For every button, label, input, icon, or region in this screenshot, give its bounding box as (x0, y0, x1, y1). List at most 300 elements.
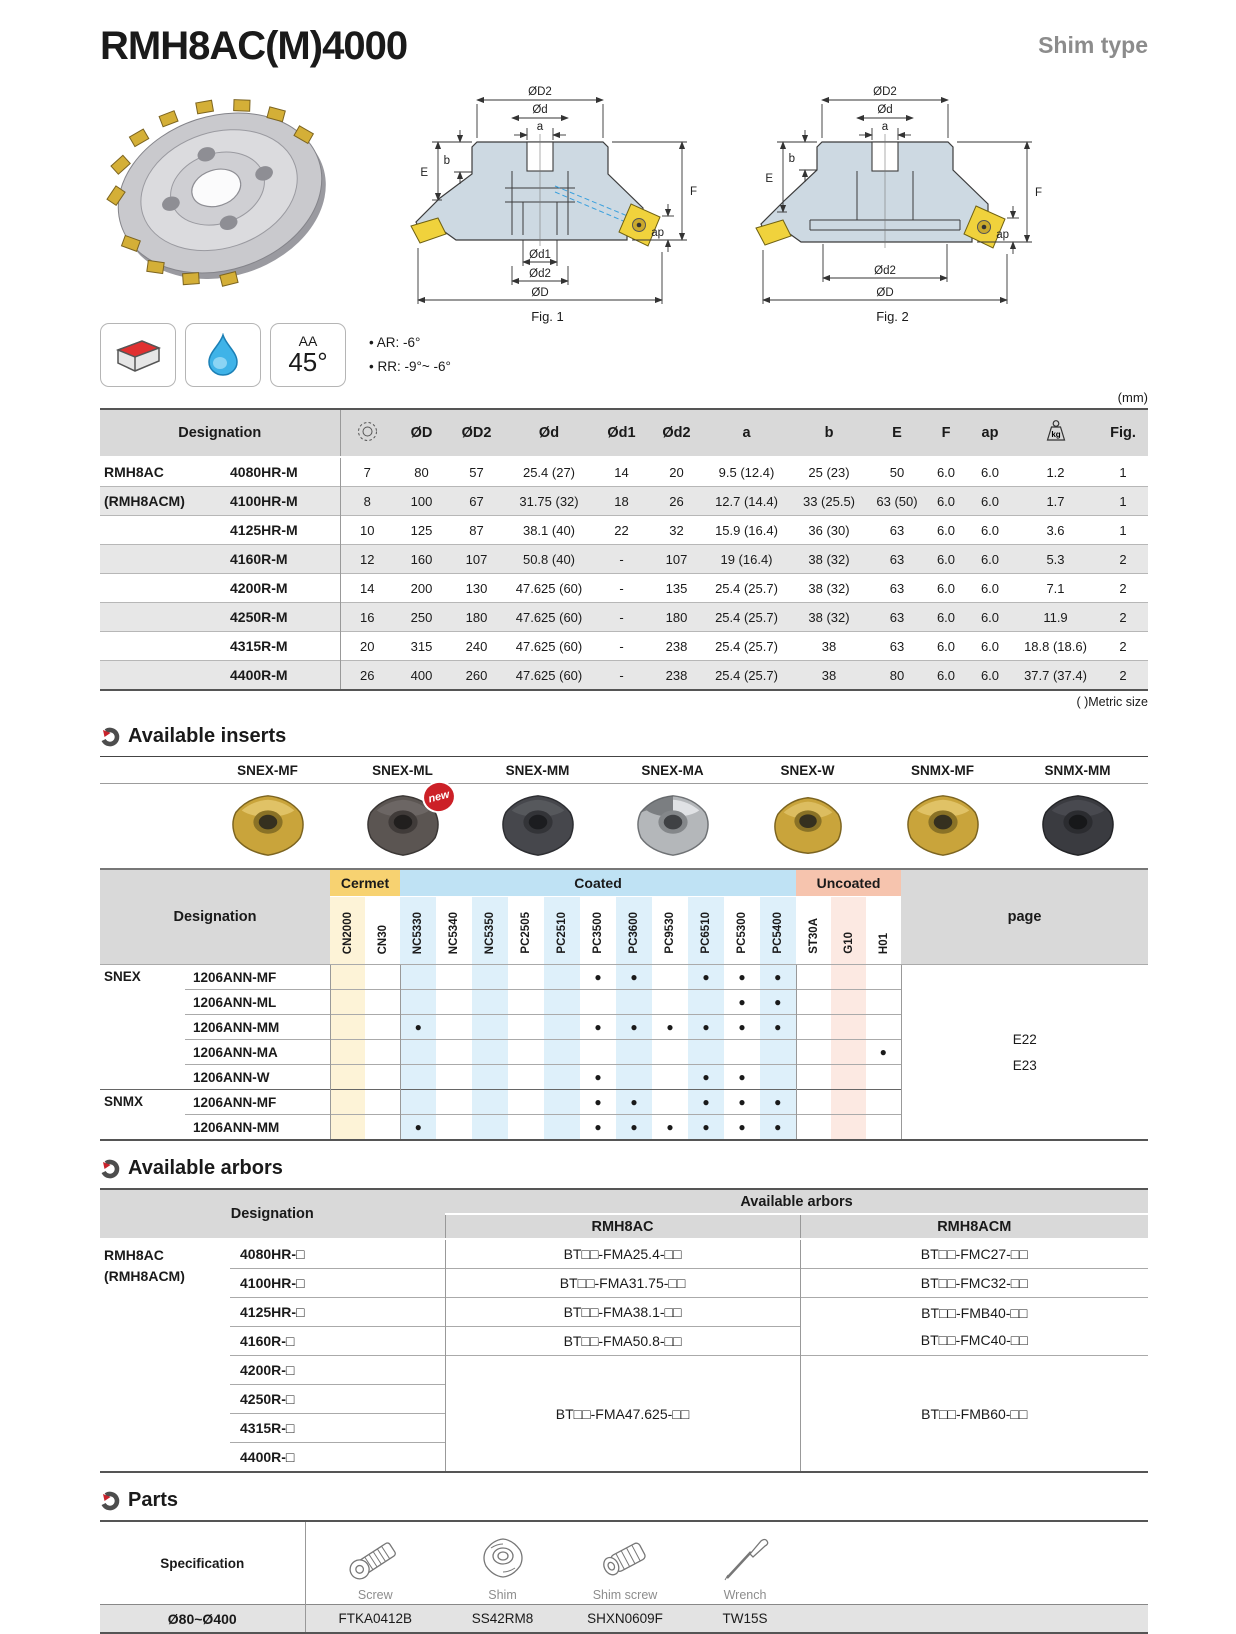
cermet-group-header: Cermet (330, 869, 400, 897)
media-row (100, 80, 1148, 324)
cell: 25.4 (27) (504, 457, 594, 487)
grade-cell (330, 1040, 365, 1065)
grade-cell (866, 1115, 901, 1141)
milling-feature-box (100, 323, 176, 387)
cell: 6.0 (967, 574, 1013, 603)
arbor-row (100, 1298, 1148, 1327)
grade-cell (796, 990, 831, 1015)
dim-d: Ød (877, 104, 893, 116)
grade-col: PC5300 (736, 912, 749, 954)
series-line: RMH8AC (104, 1247, 164, 1263)
page-header: page (901, 869, 1148, 965)
cell: 400 (394, 661, 449, 691)
grade-cell: ● (616, 1115, 652, 1141)
cell: 50 (869, 457, 925, 487)
cell: 36 (30) (789, 516, 869, 545)
shim-screw-part (560, 1521, 690, 1605)
cutter-disc (100, 88, 350, 303)
arbor-acm-merged: BT□□-FMB60-□□ (800, 1356, 1148, 1473)
grade-cell: ● (616, 1015, 652, 1040)
insert-photos-row (100, 784, 1148, 868)
cell: 63 (869, 603, 925, 632)
diameter-range: Ø80~Ø400 (100, 1605, 305, 1634)
insert-photo-snex-mm (470, 789, 605, 863)
grade-cell (796, 1040, 831, 1065)
uncoated-group-header: Uncoated (796, 869, 901, 897)
designation: 4200R-M (218, 574, 340, 603)
arbor-acm: BT□□-FMB40-□□ (921, 1304, 1028, 1321)
dim-E: E (420, 167, 428, 179)
grade-cell: ● (580, 1115, 616, 1141)
grade-cell (866, 990, 901, 1015)
grade-cell (796, 1115, 831, 1141)
insert-image (1034, 789, 1122, 863)
grade-col: G10 (842, 932, 855, 954)
cell: 3.6 (1013, 516, 1098, 545)
cell: 100 (394, 487, 449, 516)
cell: 37.7 (37.4) (1013, 661, 1098, 691)
cell: 38 (789, 632, 869, 661)
spec-row (100, 545, 1148, 574)
grade-cell (508, 1090, 544, 1115)
spec-row (100, 661, 1148, 691)
grade-cell (796, 1015, 831, 1040)
grade-cell (652, 990, 688, 1015)
cell: 67 (449, 487, 504, 516)
col-F: F (925, 409, 967, 457)
grade-cell (652, 1040, 688, 1065)
part-label: Shim (488, 1588, 517, 1602)
arbor-ac: BT□□-FMA50.8-□□ (445, 1327, 800, 1356)
grade-col: H01 (877, 932, 890, 954)
cell: 6.0 (925, 632, 967, 661)
arbor-designation: 4400R-□ (230, 1443, 445, 1473)
grade-cell: ● (580, 1065, 616, 1090)
insert-name: SNMX-MM (1044, 762, 1111, 778)
page-refs (901, 965, 1148, 1141)
cell: 6.0 (925, 516, 967, 545)
cell: 63 (869, 545, 925, 574)
arbors-table (100, 1188, 1148, 1473)
cell: 63 (869, 574, 925, 603)
section-title-text: Available inserts (128, 725, 287, 747)
specification-header: Specification (160, 1555, 245, 1571)
cell: 240 (449, 632, 504, 661)
wrench-icon (717, 1534, 773, 1586)
designation: 4100HR-M (218, 487, 340, 516)
cell: 14 (594, 457, 649, 487)
series-label: (RMH8ACM) (100, 487, 218, 516)
spec-row (100, 603, 1148, 632)
grade-cell (831, 1040, 866, 1065)
cell: - (594, 661, 649, 691)
cell: 200 (394, 574, 449, 603)
arbor-designation: 4160R-□ (230, 1327, 445, 1356)
rake-notes (369, 331, 451, 378)
cell: 2 (1098, 574, 1148, 603)
fig2-caption: Fig. 2 (876, 309, 909, 324)
insert-photo-snmx-mf (875, 789, 1010, 863)
cell: 16 (340, 603, 394, 632)
dim-b: b (443, 155, 450, 167)
series-label: RMH8AC (100, 457, 218, 487)
product-photo (100, 80, 375, 308)
page-ref: E22 (1012, 1031, 1037, 1047)
grade-col: PC3600 (628, 912, 641, 954)
insert-names-row (100, 757, 1148, 784)
grade-cell (616, 990, 652, 1015)
grade-cell: ● (724, 1065, 760, 1090)
grade-cell (544, 1040, 580, 1065)
insert-designation: 1206ANN-MF (185, 1090, 330, 1115)
insert-image (899, 789, 987, 863)
grade-cell: ● (724, 1115, 760, 1141)
grade-cell (436, 1115, 472, 1141)
insert-photo-snmx-mm (1010, 789, 1145, 863)
dim-d2: Ød2 (874, 265, 896, 277)
grade-cell: ● (580, 1090, 616, 1115)
cell: 6.0 (925, 487, 967, 516)
section-bullet-icon (100, 1491, 120, 1511)
grade-cell (544, 965, 580, 990)
cell: 7.1 (1013, 574, 1098, 603)
cell: 38 (32) (789, 603, 869, 632)
grade-cell: ● (760, 1115, 796, 1141)
teeth-count-header (340, 409, 394, 457)
cell: 135 (649, 574, 704, 603)
dim-D2: ØD2 (528, 86, 552, 98)
cell: 180 (649, 603, 704, 632)
arbors-header-row (100, 1189, 1148, 1214)
cell: 25.4 (25.7) (704, 574, 789, 603)
cell: 9.5 (12.4) (704, 457, 789, 487)
col-d: Ød (504, 409, 594, 457)
titlebar (100, 26, 1148, 66)
cell: 5.3 (1013, 545, 1098, 574)
grade-cell (688, 1040, 724, 1065)
cell: 57 (449, 457, 504, 487)
col-a: a (704, 409, 789, 457)
coolant-drop-icon (206, 333, 240, 377)
grade-cell (400, 965, 436, 990)
grade-cell (616, 1065, 652, 1090)
grade-col: ST30A (807, 918, 820, 954)
arbor-row (100, 1356, 1148, 1385)
grade-cell (330, 1115, 365, 1141)
cell: 18.8 (18.6) (1013, 632, 1098, 661)
figure-2-drawing (720, 80, 1065, 308)
metric-size-note: ( )Metric size (1076, 695, 1148, 709)
rmh8ac-header: RMH8AC (445, 1214, 800, 1239)
arbor-acm: BT□□-FMC32-□□ (800, 1269, 1148, 1298)
cell: 38 (32) (789, 545, 869, 574)
figure-1 (375, 80, 720, 324)
grade-cell (831, 1065, 866, 1090)
wrench-part-number: TW15S (690, 1605, 800, 1634)
grade-cell (688, 990, 724, 1015)
cell: 1.2 (1013, 457, 1098, 487)
grade-cell: ● (760, 1090, 796, 1115)
cell: 6.0 (925, 661, 967, 691)
shim-screw-icon (597, 1534, 653, 1586)
grade-col: CN30 (376, 924, 389, 954)
grade-cell: ● (724, 1090, 760, 1115)
grade-cell: ● (616, 965, 652, 990)
spec-row (100, 516, 1148, 545)
arbor-designation: 4315R-□ (230, 1414, 445, 1443)
arbor-ac-merged: BT□□-FMA47.625-□□ (445, 1356, 800, 1473)
arbor-designation: 4125HR-□ (230, 1298, 445, 1327)
grade-cell (436, 1015, 472, 1040)
series-snmx: SNMX (100, 1090, 185, 1141)
col-d2: Ød2 (649, 409, 704, 457)
grade-cell (831, 965, 866, 990)
screw-icon (346, 1534, 404, 1586)
grade-cell (436, 1065, 472, 1090)
arbor-designation: 4250R-□ (230, 1385, 445, 1414)
cell: 238 (649, 661, 704, 691)
insert-designation: 1206ANN-MM (185, 1015, 330, 1040)
grade-cell (436, 1040, 472, 1065)
cell: 10 (340, 516, 394, 545)
shim-icon (477, 1534, 529, 1586)
part-label: Screw (357, 1588, 393, 1602)
cell: 26 (340, 661, 394, 691)
grade-cell: ● (760, 965, 796, 990)
grade-cell (330, 1015, 365, 1040)
section-bullet-icon (100, 1159, 120, 1179)
insert-name: SNEX-MF (237, 762, 298, 778)
ar-note: • AR: -6° (369, 335, 421, 351)
grade-cell: ● (652, 1015, 688, 1040)
cell: 25 (23) (789, 457, 869, 487)
grade-cell (544, 1090, 580, 1115)
arbor-row (100, 1269, 1148, 1298)
grade-col: PC5400 (772, 912, 785, 954)
grade-col: CN2000 (341, 911, 354, 954)
grade-cell (365, 1115, 400, 1141)
cell: 38 (32) (789, 574, 869, 603)
spec-header-row (100, 409, 1148, 457)
grade-cell (796, 1090, 831, 1115)
grade-cell: ● (652, 1115, 688, 1141)
arbor-designation: 4200R-□ (230, 1356, 445, 1385)
grade-cell (365, 1040, 400, 1065)
grade-cell (472, 1065, 508, 1090)
shim-part-number: SS42RM8 (445, 1605, 560, 1634)
grade-cell (330, 1065, 365, 1090)
grade-cell: ● (688, 965, 724, 990)
cell: 25.4 (25.7) (704, 603, 789, 632)
insert-designation: 1206ANN-MM (185, 1115, 330, 1141)
grade-cell: ● (724, 990, 760, 1015)
insert-photo-snex-ml (335, 789, 470, 863)
cell: 6.0 (967, 516, 1013, 545)
grade-cell (652, 1065, 688, 1090)
teeth-icon (355, 419, 380, 444)
cell: 18 (594, 487, 649, 516)
cell: - (594, 545, 649, 574)
grade-cell (508, 1040, 544, 1065)
cell: 6.0 (967, 487, 1013, 516)
cell: 11.9 (1013, 603, 1098, 632)
feature-row (100, 320, 1148, 390)
parts-table (100, 1520, 1148, 1634)
arbors-group-header: Available arbors (445, 1189, 1148, 1214)
cell: 130 (449, 574, 504, 603)
grade-cell (472, 990, 508, 1015)
grade-cell (365, 965, 400, 990)
dim-D: ØD (876, 287, 894, 299)
grade-row (100, 965, 1148, 990)
grade-cell (866, 1090, 901, 1115)
cell: 20 (340, 632, 394, 661)
insert-designation: 1206ANN-ML (185, 990, 330, 1015)
cell: 1 (1098, 516, 1148, 545)
col-ap: ap (967, 409, 1013, 457)
spec-row (100, 574, 1148, 603)
arbor-acm: BT□□-FMC27-□□ (800, 1239, 1148, 1269)
grade-cell (508, 965, 544, 990)
grade-cell (544, 990, 580, 1015)
spec-row (100, 632, 1148, 661)
cell: 260 (449, 661, 504, 691)
arbor-acm-merged (800, 1298, 1148, 1356)
dim-D2: ØD2 (873, 86, 897, 98)
cell: 6.0 (925, 603, 967, 632)
section-bullet-icon (100, 727, 120, 747)
cell: 25.4 (25.7) (704, 632, 789, 661)
part-label: Wrench (723, 1588, 767, 1602)
screw-part (305, 1521, 445, 1605)
part-label: Shim screw (592, 1588, 658, 1602)
coated-group-header: Coated (400, 869, 796, 897)
cell: 1 (1098, 457, 1148, 487)
screw-part-number: FTKA0412B (305, 1605, 445, 1634)
grade-cell (544, 1015, 580, 1040)
cell: 107 (449, 545, 504, 574)
cell: 80 (394, 457, 449, 487)
cell: 63 (869, 516, 925, 545)
dim-ap: ap (651, 227, 664, 239)
col-D2: ØD2 (449, 409, 504, 457)
designation: 4400R-M (218, 661, 340, 691)
grade-cell (508, 1065, 544, 1090)
parts-value-row (100, 1605, 1148, 1634)
page (100, 0, 1148, 1634)
cell: 47.625 (60) (504, 603, 594, 632)
angle-value: 45° (288, 346, 328, 377)
designation: 4080HR-M (218, 457, 340, 487)
wrench-part (690, 1521, 800, 1605)
cell: - (594, 632, 649, 661)
cell: 6.0 (967, 661, 1013, 691)
designation: 4125HR-M (218, 516, 340, 545)
arbor-ac: BT□□-FMA31.75-□□ (445, 1269, 800, 1298)
grade-cell (365, 1065, 400, 1090)
grade-cell (760, 1065, 796, 1090)
grade-cell (796, 965, 831, 990)
grades-designation-header: Designation (100, 869, 330, 965)
dim-d2: Ød2 (529, 268, 551, 280)
series-line: (RMH8ACM) (104, 1268, 185, 1284)
cell: 2 (1098, 545, 1148, 574)
designation: 4315R-M (218, 632, 340, 661)
insert-photo-snex-ma (605, 789, 740, 863)
grade-cell: ● (688, 1015, 724, 1040)
parts-filler (800, 1605, 1148, 1634)
grade-cell (508, 1115, 544, 1141)
cell: 6.0 (925, 457, 967, 487)
grade-cell (330, 990, 365, 1015)
grade-cell: ● (580, 1015, 616, 1040)
cell: 107 (649, 545, 704, 574)
grade-cell (330, 1090, 365, 1115)
page-ref: E23 (1012, 1057, 1037, 1073)
grade-cell (831, 1090, 866, 1115)
dim-a: a (536, 121, 544, 133)
figure-2 (720, 80, 1065, 324)
cell: 32 (649, 516, 704, 545)
cell: 33 (25.5) (789, 487, 869, 516)
insert-grades-table (100, 868, 1148, 1141)
arbor-row (100, 1239, 1148, 1269)
cell: 38.1 (40) (504, 516, 594, 545)
cell: 160 (394, 545, 449, 574)
spec-designation-header: Designation (100, 409, 340, 457)
arbor-acm: BT□□-FMC40-□□ (920, 1331, 1028, 1348)
grade-cell (400, 1065, 436, 1090)
insert-name: SNEX-MA (641, 762, 704, 778)
grade-cell (365, 1015, 400, 1040)
arbor-designation: 4100HR-□ (230, 1269, 445, 1298)
angle-feature-box (270, 323, 346, 387)
cell: 15.9 (16.4) (704, 516, 789, 545)
grade-cell (508, 990, 544, 1015)
spec-row (100, 457, 1148, 487)
cutter-photo-drawing (100, 88, 350, 303)
insert-designation: 1206ANN-MF (185, 965, 330, 990)
cell: 1 (1098, 487, 1148, 516)
inserts-strip (100, 756, 1148, 868)
grade-cell: ● (688, 1115, 724, 1141)
grade-cell (472, 1015, 508, 1040)
grade-cell (400, 990, 436, 1015)
arbor-ac: BT□□-FMA38.1-□□ (445, 1298, 800, 1327)
grade-cell (796, 1065, 831, 1090)
shim-part (445, 1521, 560, 1605)
insert-photo-snex-w (740, 789, 875, 863)
page-title: RMH8AC(M)4000 (100, 24, 408, 68)
col-b: b (789, 409, 869, 457)
cell: 25.4 (25.7) (704, 661, 789, 691)
grade-cell (580, 990, 616, 1015)
cell: - (594, 603, 649, 632)
grade-cell (436, 1090, 472, 1115)
rmh8acm-header: RMH8ACM (800, 1214, 1148, 1239)
grade-cell: ● (688, 1065, 724, 1090)
grade-cell (652, 965, 688, 990)
grade-cell (724, 1040, 760, 1065)
grade-cell: ● (688, 1090, 724, 1115)
arbors-designation-header: Designation (100, 1189, 445, 1239)
cell: 31.75 (32) (504, 487, 594, 516)
cell: 7 (340, 457, 394, 487)
dim-d1: Ød1 (529, 249, 551, 261)
grade-cell (436, 990, 472, 1015)
cell: 6.0 (967, 545, 1013, 574)
grade-cell: ● (400, 1015, 436, 1040)
